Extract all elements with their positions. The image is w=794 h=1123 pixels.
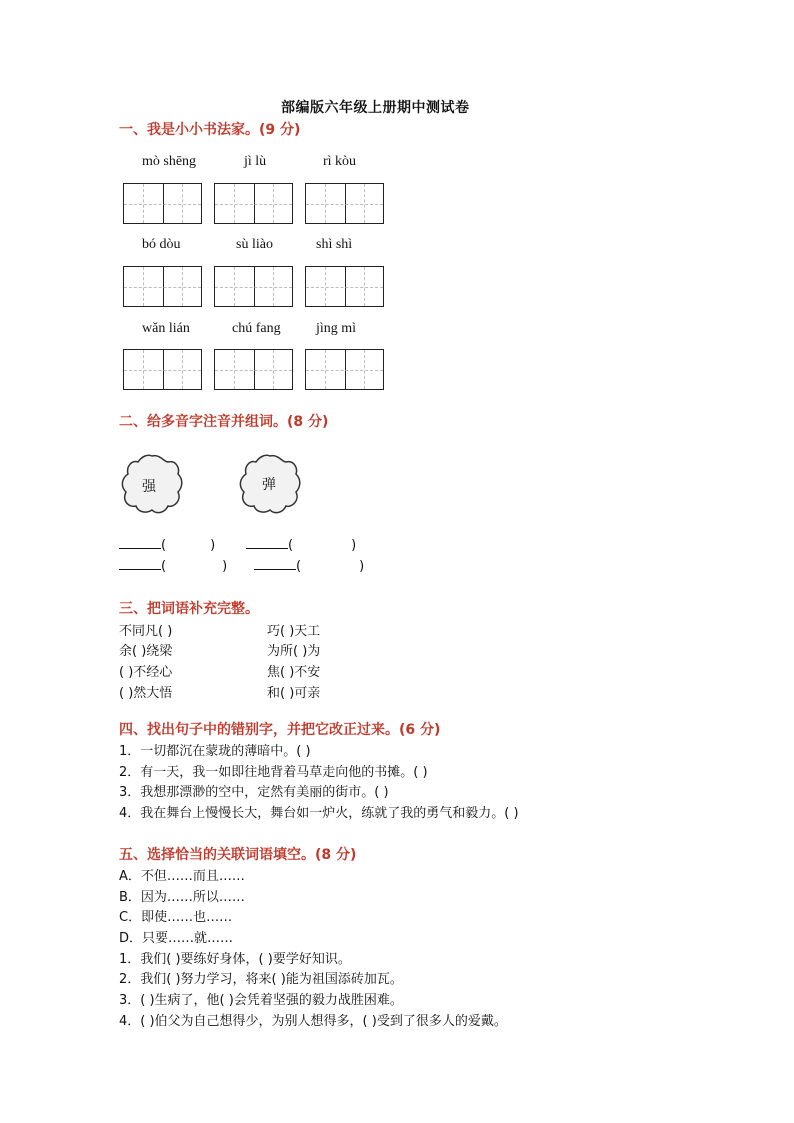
pinyin-label: chú fang [232, 321, 281, 336]
question-item: 3．( )生病了，他( )会凭着坚强的毅力战胜困难。 [119, 993, 403, 1008]
writing-box[interactable] [123, 349, 202, 390]
idiom-item: 焦( )不安 [267, 665, 321, 680]
idiom-item: 余( )绕梁 [119, 644, 173, 659]
option-item: A．不但……而且…… [119, 869, 245, 884]
answer-line[interactable]: ( ) [119, 536, 215, 553]
question-item: 4．我在舞台上慢慢长大，舞台如一炉火，练就了我的勇气和毅力。( ) [119, 806, 519, 821]
page-title: 部编版六年级上册期中测试卷 [281, 100, 470, 116]
pinyin-label: rì kòu [323, 154, 357, 169]
section-5-heading: 五、选择恰当的关联词语填空。(8 分) [119, 847, 357, 863]
option-item: C．即使……也…… [119, 910, 233, 925]
question-item: 3．我想那漂渺的空中，定然有美丽的街市。( ) [119, 785, 389, 800]
writing-box[interactable] [123, 183, 202, 224]
section-2-heading: 二、给多音字注音并组词。(8 分) [119, 414, 329, 430]
idiom-item: 和( )可亲 [267, 686, 321, 701]
pinyin-label: jì lù [244, 154, 267, 169]
pinyin-label: shì shì [316, 237, 353, 252]
pinyin-label: jìng mì [316, 321, 357, 336]
pinyin-label: mò shēng [142, 154, 197, 169]
question-item: 2．有一天，我一如即往地背着马草走向他的书摊。( ) [119, 765, 428, 780]
pinyin-label: sù liào [236, 237, 273, 252]
writing-box[interactable] [214, 183, 293, 224]
answer-line[interactable]: ( ) [246, 536, 356, 553]
writing-box[interactable] [305, 349, 384, 390]
polyphone-char: 弹 [262, 477, 276, 493]
idiom-item: 巧( )天工 [267, 624, 321, 639]
writing-box[interactable] [214, 266, 293, 307]
writing-box[interactable] [123, 266, 202, 307]
option-item: B．因为……所以…… [119, 890, 245, 905]
writing-box[interactable] [305, 266, 384, 307]
writing-box[interactable] [305, 183, 384, 224]
answer-line[interactable]: ( ) [254, 557, 364, 574]
section-3-heading: 三、把词语补充完整。 [119, 601, 259, 617]
question-item: 1．我们( )要练好身体，( )要学好知识。 [119, 952, 351, 967]
polyphone-char: 强 [142, 479, 156, 495]
answer-line[interactable]: ( ) [119, 557, 227, 574]
section-4-heading: 四、找出句子中的错别字，并把它改正过来。(6 分) [119, 722, 441, 738]
idiom-item: ( )不经心 [119, 665, 173, 680]
idiom-item: ( )然大悟 [119, 686, 173, 701]
writing-box[interactable] [214, 349, 293, 390]
pinyin-label: bó dòu [142, 237, 181, 252]
question-item: 4．( )伯父为自己想得少，为别人想得多，( )受到了很多人的爱戴。 [119, 1014, 507, 1029]
section-1-heading: 一、我是小小书法家。(9 分) [119, 122, 301, 138]
option-item: D．只要……就…… [119, 931, 234, 946]
pinyin-label: wǎn lián [142, 321, 190, 336]
question-item: 2．我们( )努力学习，将来( )能为祖国添砖加瓦。 [119, 972, 403, 987]
idiom-item: 不同凡( ) [119, 624, 173, 639]
question-item: 1．一切都沉在蒙珑的薄暗中。( ) [119, 744, 311, 759]
idiom-item: 为所( )为 [267, 644, 321, 659]
